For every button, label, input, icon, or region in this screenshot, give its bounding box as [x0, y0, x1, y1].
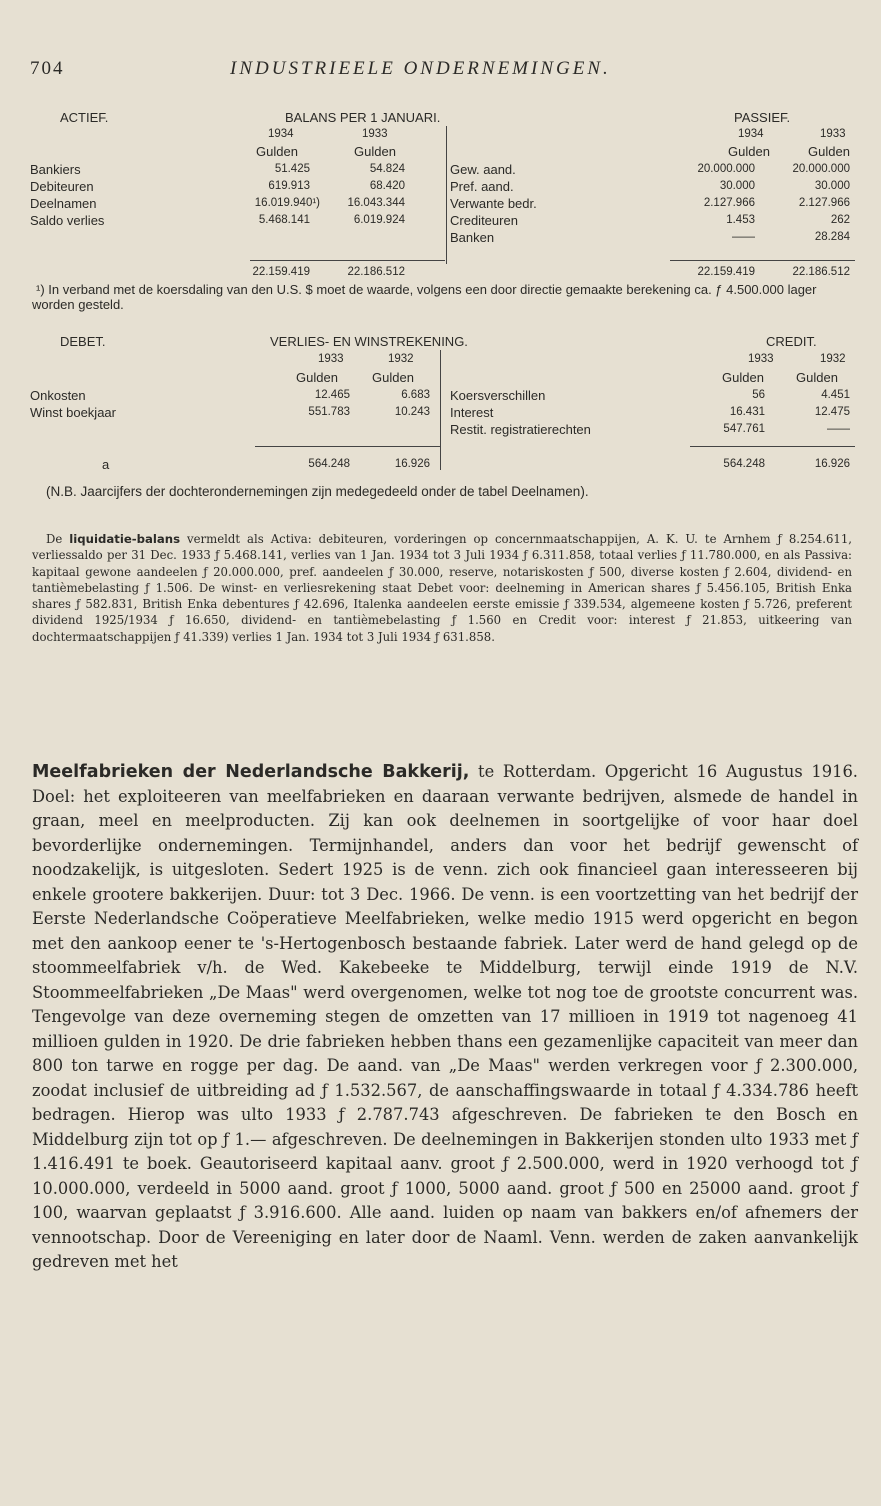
row-value: 68.420	[369, 180, 405, 192]
row-value: 2.127.966	[798, 197, 850, 209]
row-value: 56	[752, 389, 765, 401]
total-value: 16.926	[814, 458, 850, 470]
row-label: Interest	[450, 405, 494, 420]
row-label: Gew. aand.	[450, 162, 516, 177]
pl-title: VERLIES- EN WINSTREKENING.	[270, 334, 468, 349]
row-label: Crediteuren	[450, 213, 518, 228]
actief-heading: ACTIEF.	[60, 110, 109, 125]
row-value: 16.431	[729, 406, 765, 418]
row-value: 6.683	[401, 389, 430, 401]
total-value: 22.159.419	[252, 266, 310, 278]
row-label: Saldo verlies	[30, 213, 105, 228]
row-value: 20.000.000	[697, 163, 755, 175]
row-label: Debiteuren	[30, 179, 94, 194]
passief-heading: PASSIEF.	[734, 110, 791, 125]
year-col-3: 1934	[738, 128, 764, 140]
row-value: 16.019.940¹)	[254, 197, 320, 209]
row-value: 54.824	[369, 163, 405, 175]
year-col-2: 1933	[362, 128, 388, 140]
row-value: 20.000.000	[792, 163, 850, 175]
page-number: 704	[30, 58, 65, 79]
total-value: 564.248	[308, 458, 350, 470]
total-value: 22.186.512	[347, 266, 405, 278]
unit-col-2: Gulden	[354, 144, 396, 159]
row-value: 5.468.141	[258, 214, 310, 226]
row-value: 1.453	[726, 214, 755, 226]
total-value: 22.186.512	[792, 266, 850, 278]
debet-heading: DEBET.	[60, 334, 106, 349]
row-label: Restit. registratierechten	[450, 422, 591, 437]
pl-divider	[440, 350, 441, 470]
liquidation-term: liquidatie-balans	[69, 532, 181, 546]
row-value: 551.783	[308, 406, 350, 418]
total-value: 22.159.419	[697, 266, 755, 278]
unit-col-1: Gulden	[296, 370, 338, 385]
row-value: 12.475	[814, 406, 850, 418]
balance-footnote: ¹) In verband met de koersdaling van den U.S. $ moet de waarde, volgens een door directie gemaakte berekening ca. ƒ 4.500.000 lager worden gesteld.	[32, 282, 817, 312]
page-header	[30, 52, 860, 86]
year-col-3: 1933	[748, 353, 774, 365]
paragraph-lead: De	[46, 532, 63, 546]
row-value: 10.243	[394, 406, 430, 418]
row-label: Bankiers	[30, 162, 81, 177]
year-col-1: 1933	[318, 353, 344, 365]
unit-col-3: Gulden	[728, 144, 770, 159]
unit-col-4: Gulden	[796, 370, 838, 385]
row-value: 16.043.344	[347, 197, 405, 209]
row-value: 30.000	[814, 180, 850, 192]
company-text: te Rotterdam. Opgericht 16 Augustus 1916. Doel: het exploiteeren van meelfabrieken en daaraan verwante bedrijven, alsmede de handel in graan, meel en meelproducten. Zij kan ook deelnemen in soortgelijke of voor haar doel bevorderlijke ondernemingen. Termijnhandel, anders dan voor het bedrijf gewenscht of noodzakelijk, is uitgesloten. Sedert 1925 is de venn. zich ook financieel gaan interesseeren bij enkele grootere bakkerijen. Duur: tot 3 Dec. 1966. De venn. is een voortzetting van het bedrijf der Eerste Nederlandsche Coöperatieve Meelfabrieken, welke medio 1915 werd opgericht en begon met den aankoop eener te 's-Hertogenbosch bestaande fabriek. Later werd de hand gelegd op de stoommeelfabriek v/h. de Wed. Kakebeeke te Middelburg, terwijl einde 1919 de N.V. Stoommeelfabrieken „De Maas" werd overgenomen, welke tot nog toe de grootste concurrent was. Tengevolge van deze overneming stegen de omzetten van 17 millioen in 1919 tot nagenoeg 41 millioen gulden in 1920. De drie fabrieken hebben thans een gezamenlijke capaciteit van meer dan 800 ton tarwe en rogge per dag. De aand. van „De Maas" werden verkregen voor ƒ 2.300.000, zoodat inclusief de uitbreiding ad ƒ 1.532.567, de aanschaffingswaarde in totaal ƒ 4.334.786 heeft bedragen. Hierop was ulto 1933 ƒ 2.787.743 afgeschreven. De fabrieken te den Bosch en Middelburg zijn tot op ƒ 1.— afgeschreven. De deelnemingen in Bakkerijen stonden ulto 1933 met ƒ 1.416.491 te boek. Geautoriseerd kapitaal aanv. groot ƒ 2.500.000, werd in 1920 verhoogd tot ƒ 10.000.000, verdeeld in 5000 aand. groot ƒ 1000, 5000 aand. groot ƒ 500 en 25000 aand. groot ƒ 100, waarvan geplaatst ƒ 3.916.600. Alle aand. luiden op naam van bakkers en/of afnemers der vennootschap. Door de Vereeniging en later door de Naaml. Venn. werden de zaken aanvankelijk gedreven met het	[32, 762, 858, 1271]
row-value: 547.761	[723, 423, 765, 435]
year-col-2: 1932	[388, 353, 414, 365]
unit-col-4: Gulden	[808, 144, 850, 159]
total-rule-left	[250, 260, 445, 261]
total-rule-left	[255, 446, 440, 447]
unit-col-1: Gulden	[256, 144, 298, 159]
year-col-4: 1933	[820, 128, 846, 140]
row-label: Onkosten	[30, 388, 86, 403]
liquidation-paragraph	[32, 531, 852, 645]
total-value: 16.926	[394, 458, 430, 470]
row-label: Verwante bedr.	[450, 196, 537, 211]
row-value: 12.465	[314, 389, 350, 401]
row-value: ——	[732, 231, 755, 243]
row-value: 6.019.924	[353, 214, 405, 226]
total-rule-right	[690, 446, 855, 447]
row-value: ——	[827, 423, 850, 435]
row-value: 30.000	[719, 180, 755, 192]
year-col-4: 1932	[820, 353, 846, 365]
balance-divider	[446, 126, 447, 264]
year-col-1: 1934	[268, 128, 294, 140]
unit-col-3: Gulden	[722, 370, 764, 385]
row-value: 262	[830, 214, 850, 226]
row-value: 4.451	[821, 389, 850, 401]
row-label: Pref. aand.	[450, 179, 514, 194]
row-label: Banken	[450, 230, 495, 245]
row-label: Winst boekjaar	[30, 405, 116, 420]
row-value: 51.425	[274, 163, 310, 175]
total-value: 564.248	[723, 458, 765, 470]
row-label: Deelnamen	[30, 196, 97, 211]
nb-note: (N.B. Jaarcijfers der dochterondernemingen zijn medegedeeld onder de tabel Deelnamen).	[46, 484, 589, 499]
total-rule-right	[670, 260, 855, 261]
row-value: 2.127.966	[703, 197, 755, 209]
row-label: Koersverschillen	[450, 388, 546, 403]
row-value: 28.284	[814, 231, 850, 243]
balance-title: BALANS PER 1 JANUARI.	[285, 110, 441, 125]
total-label: a	[102, 457, 110, 472]
credit-heading: CREDIT.	[766, 334, 817, 349]
company-entry	[32, 760, 858, 1275]
running-title: INDUSTRIEELE ONDERNEMINGEN.	[230, 58, 611, 79]
unit-col-2: Gulden	[372, 370, 414, 385]
liquidation-text: vermeldt als Activa: debiteuren, vorderingen op concernmaatschappijen, A. K. U. te Arnhem ƒ 8.254.611, verliessaldo per 31 Dec. 1933 ƒ 5.468.141, verlies van 1 Jan. 1934 tot 3 Juli 1934 ƒ 6.311.858, totaal verlies ƒ 11.780.000, en als Passiva: kapitaal gewone aandeelen ƒ 20.000.000, pref. aandeelen ƒ 30.000, reserve, notariskosten ƒ 500, diverse kosten ƒ 2.604, dividend- en tantièmebelasting ƒ 1.506. De winst- en verliesrekening staat Debet voor: deelneming in American shares ƒ 5.456.105, British Enka shares ƒ 582.831, British Enka debentures ƒ 42.696, Italenka aandeelen eerste emissie ƒ 339.534, algemeene kosten ƒ 5.726, preferent dividend 1925/1934 ƒ 16.650, dividend- en tantièmebelasting ƒ 1.560 en Credit voor: interest ƒ 21.853, uitkeering van dochtermaatschappijen ƒ 41.339) verlies 1 Jan. 1934 tot 3 Juli 1934 ƒ 631.858.	[32, 532, 853, 644]
company-name: Meelfabrieken der Nederlandsche Bakkerij,	[32, 762, 470, 782]
row-value: 619.913	[268, 180, 310, 192]
